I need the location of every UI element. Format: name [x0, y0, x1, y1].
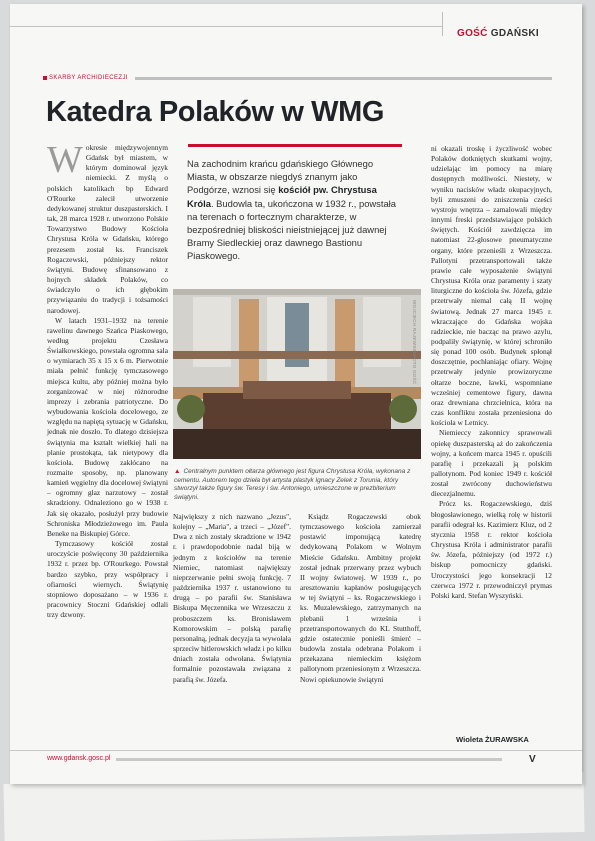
column-2	[173, 512, 291, 685]
photo-credit: WOJCIECH RAJEWSKI/FOTO GOŚĆ	[412, 300, 417, 385]
article-title: Katedra Polaków w WMG	[46, 96, 385, 128]
author-signature: Wioleta ŻURAWSKA	[456, 735, 529, 744]
header-rule	[10, 26, 442, 27]
photo-illustration	[173, 289, 421, 459]
magazine-brand	[457, 28, 539, 39]
column-4	[431, 144, 552, 601]
lead-bold: kościół pw. Chrystusa Króla	[187, 184, 377, 209]
paragraph: Prócz ks. Rogaczewskiego, dziś błogosławionego, wielką rolę w historii parafii odegrał ks. Kazimierz Kluz, od 2 stycznia 1958 r. rektor kościoła Chrystusa Króla i administrator parafii św. Józefa, późniejszy (od 1972 r.) biskup pomocniczy gdański. Uroczystości jego konsekracji 12 czerwca 1972 r. przewodniczył prymas Polski kard. Stefan Wyszyński.	[431, 499, 552, 600]
footer-url-link[interactable]: www.gdansk.gosc.pl	[47, 755, 111, 762]
drop-cap: W	[47, 139, 83, 181]
lead-accent-bar	[188, 144, 402, 147]
column-3	[300, 512, 421, 685]
paragraph: Największy z nich nazwano „Jezus", kolejny – „Maria", a trzeci – „Józef". Dwa z nich zostały skradzione w 1942 r. i prawdopodobnie nadal biją w jednym z kościołów na terenie Niemiec, natomiast największy nieprzerwanie pełni swoją funkcję. 7 października 1937 r. ustanowiono tu drugą – po parafii św. Stanisława Biskupa Męczennika we Wrzeszczu z proboszczem ks. Bronisławem Komorowskim – polską parafię personalną, jednak decyzja ta wywołała sprzeciw hitlerowskich władz i po kilku dniach została odwołana. Świątynia formalnie pozostawała związana z parafią św. Józefa.	[173, 512, 292, 684]
brand-part2: GDAŃSKI	[490, 28, 539, 39]
column-1	[47, 139, 168, 620]
church-interior-photo	[173, 289, 421, 459]
magazine-page	[10, 4, 582, 784]
paragraph: W latach 1931–1932 na terenie rawelinu dawnego Szańca Piaskowego, według projektu Czesława Świałkowskiego, powstała ogromna sala o wymiarach 35 x 15 x 6 m. Pierwotnie miała pełnić funkcję tymczasowego miejsca kultu, aby później można było zorganizować w niej różnorodne imprezy i zebrania patriotyczne. Do wybudowania kościoła docelowego, ze względu na napiętą sytuację w Gdańsku, jednak nie doszło. To dlatego dzisiejsza świątynia ma kształt wielkiej hali na planie prostokąta, tak nietypowy dla kościoła. Budowę zakłócano na rozmaite sposoby, np. planowany kamień węgielny dla docelowej świątyni – ogromny głaz narzutowy – został skradziony. Odnaleziono go w 1938 r. Jak się okazało, posłużył przy budowie Schroniska Młodzieżowego im. Paula Beneke na Biskupiej Górce.	[47, 315, 168, 538]
section-rule	[135, 77, 552, 80]
paragraph: Ksiądz Rogaczewski obok tymczasowego kościoła zamierzał postawić imponującą katedrę dedykowaną Polakom w Wolnym Mieście Gdańsku. Ambitny projekt został jednak przerwany przez wybuch II wojny światowej. W 1939 r., po aresztowaniu kapłanów posługujących w tej świątyni – ks. Rogaczewskiego i ks. Muzalewskiego, zatrzymanych na plebanii 1 września i przetransportowanych do KL Stutthoff, gdzie ostatecznie ponieśli śmierć – budowla została odebrana Polakom i przekazana niemieckim księżom pallotynom przeniesionym z Wrzeszcza. Nowi opiekunowie świątyni	[300, 512, 421, 684]
photo-caption: ▲ Centralnym punktem ołtarza głównego jest figura Chrystusa Króla, wykonana z cementu. Autorem tego dzieła był artysta plastyk Ignacy Zelek z Torunia, który stworzył także figury św. Teresy i św. Antoniego, umieszczone w prezbiterium świątyni.	[174, 468, 411, 501]
paragraph: Niemieccy zakonnicy sprawowali opiekę duszpasterską aż do zakończenia wojny, a końcem marca 1945 r. opuścili parafię i przekazali ją polskim pallotynom. Pod koniec 1949 r. kościół został zwrócony duchowieństwu diecezjalnemu.	[431, 428, 552, 499]
article-lead: Na zachodnim krańcu gdańskiego Głównego Miasta, w obszarze niegdyś znanym jako Podgórze, wznosi się kościół pw. Chrystusa Króla. Budowla ta, ukończona w 1932 r., powstała na terenach o fortecznym charakterze, w bezpośredniej bliskości nieistniejącej już dawnej Bramy Siedleckiej oraz dawnego Bastionu Piaskowego.	[187, 158, 396, 262]
section-label: SKARBY ARCHIDIECEZJI	[49, 75, 128, 81]
header-separator	[442, 12, 443, 36]
page-number: V	[529, 754, 536, 765]
caption-triangle-icon: ▲	[174, 468, 181, 475]
paragraph: ni okazali troskę i życzliwość wobec Polaków dotkniętych skutkami wojny, udzielając im pomocy na miarę dostępnych możliwości. Niestety, w wyniku nacisków władz okupacyjnych, byli zmuszeni do zniszczenia cześci wystroju wnętrza – zamalowali między innymi freski przedstawiające polskich świętych. Kościół zawdzięcza im natomiast 22-głosowe pneumatyczne organy, które przenieśli z Wrzeszcza. Pallotyni przetransportowali także prawie całe wyposażenie świątyni Chrystusa Króla oraz paramenty i szaty liturgiczne do kościoła św. Józefa, gdzie przetrwały niemal całą II wojnę światową. Jednak 27 marca 1945 r. wkraczające do Gdańska wojska radzieckie, nie bacząc na prawo azylu, podpaliły świątynię, w której schroniło się ponad 100 osób. Budynek spłonął doszczętnie, pochłaniając ofiary. Wojnę przetrwały jedynie prowizoryczne ołtarze boczne, ławki, wspomniane wcześniej cementowe figury, dawna oraz drewniana chrzcielnica, która na czas konfliktu została przeniesiona do kościoła w Letnicy.	[431, 144, 552, 428]
footer-bar	[116, 758, 502, 761]
section-marker	[43, 76, 47, 80]
paragraph: Wokresie międzywojennym Gdańsk był miastem, w którym dominował język niemiecki. Z myślą o polskich katolikach bp Edward O'Rourke zalecił utworzenie dedykowanej struktur duszpasterskich. I tak, 28 marca 1928 r. utworzono Polskie Towarzystwo Budowy Kościoła Chrystusa Króla w Gdańsku, którego prezesem został ks. Franciszek Rogaczewski, późniejszy rektor świątyni. Budowę sfinansowano z hojnych składek Polaków, co świadczyło o ich głębokim przywiązaniu do tradycji i tożsamości narodowej.	[47, 139, 168, 315]
footer-rule	[10, 750, 582, 751]
brand-part1: GOŚĆ	[457, 28, 488, 39]
paragraph: Tymczasowy kościół został uroczyście poświęcony 30 października 1932 r. przez bp. O'Rourkego. Powstał bardzo szybko, przy współpracy i ofiarności wiernych. Świątynię stopniowo doposażano – w 1936 r. pracownicy Stoczni Gdańskiej odlali trzy dzwony.	[47, 539, 168, 620]
